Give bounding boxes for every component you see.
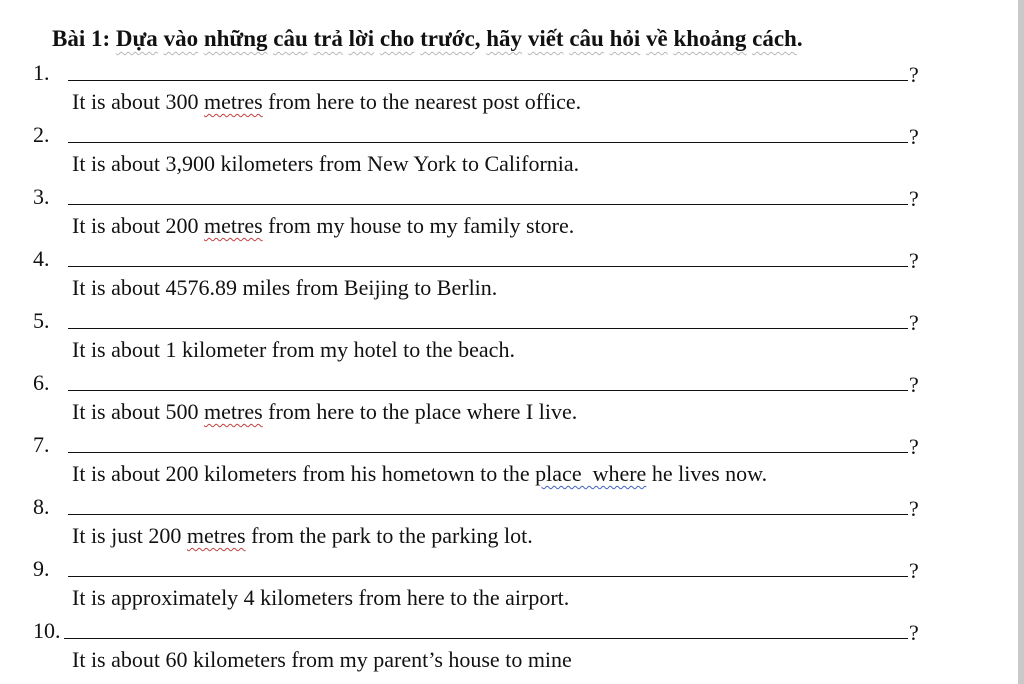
spellcheck-word: metres [186, 523, 246, 548]
sentence-text: It is about 4576.89 miles from Beijing to Berlin. [72, 275, 498, 300]
question-item [0, 369, 1024, 431]
title-word: về [646, 26, 668, 51]
question-mark: ? [909, 124, 919, 149]
title-separator: . [796, 26, 803, 51]
spellcheck-word: metres [204, 399, 263, 424]
question-mark: ? [909, 372, 919, 397]
sentence-text: from here to the place where I live. [262, 399, 578, 424]
question-item [0, 307, 1024, 369]
spellcheck-word: metres [204, 213, 263, 238]
title-word: viết [527, 26, 564, 51]
sentence-text: It is about 3,900 kilometers from New York to California. [72, 151, 580, 176]
answer-sentence [72, 273, 497, 303]
question-number: 5. [33, 308, 50, 333]
title-word: trả [313, 26, 343, 51]
sentence-text: from my house to my family store. [262, 213, 575, 238]
answer-blank-line[interactable] [68, 452, 908, 453]
title-word: hãy [486, 26, 523, 51]
question-item [0, 59, 1024, 121]
exercise-title [52, 24, 803, 54]
title-word: hỏi [609, 26, 641, 51]
answer-sentence [72, 211, 574, 241]
sentence-text: It is about 60 kilometers from my parent’s house to mine [72, 647, 572, 672]
answer-sentence [72, 87, 581, 117]
answer-blank-line[interactable] [68, 266, 908, 267]
answer-blank-line[interactable] [68, 514, 908, 515]
title-word: vào [163, 26, 199, 51]
question-number: 4. [33, 246, 50, 271]
answer-sentence [72, 335, 515, 365]
question-item [0, 431, 1024, 493]
sentence-text: from here to the nearest post office. [262, 89, 582, 114]
question-mark: ? [909, 62, 919, 87]
question-number: 10. [33, 618, 61, 643]
question-item [0, 555, 1024, 617]
answer-blank-line[interactable] [68, 142, 908, 143]
answer-sentence [72, 149, 579, 179]
title-word: trước [420, 26, 475, 51]
spellcheck-word: place where [535, 461, 647, 486]
answer-sentence [72, 459, 767, 489]
question-number: 2. [33, 122, 50, 147]
sentence-text: It is about 200 kilometers from his hometown to the [72, 461, 536, 486]
sentence-text: It is about 200 [72, 213, 204, 238]
answer-blank-line[interactable] [68, 328, 908, 329]
right-edge-border [1018, 0, 1024, 684]
spellcheck-word: metres [204, 89, 263, 114]
sentence-text: he lives now. [646, 461, 768, 486]
answer-blank-line[interactable] [68, 80, 908, 81]
answer-blank-line[interactable] [68, 576, 908, 577]
sentence-text: It is approximately 4 kilometers from here to the airport. [72, 585, 570, 610]
sentence-text: It is just 200 [72, 523, 187, 548]
title-word: lời [348, 26, 375, 51]
title-word: cho [379, 26, 415, 51]
sentence-text: from the park to the parking lot. [245, 523, 533, 548]
question-number: 3. [33, 184, 50, 209]
sentence-text: It is about 500 [72, 399, 204, 424]
question-mark: ? [909, 434, 919, 459]
answer-blank-line[interactable] [64, 638, 908, 639]
cut-off-next-line [40, 676, 560, 684]
question-number: 8. [33, 494, 50, 519]
question-item [0, 183, 1024, 245]
question-mark: ? [909, 248, 919, 273]
question-item [0, 617, 1024, 679]
title-word: khoảng [673, 26, 747, 51]
answer-sentence [72, 583, 569, 613]
answer-sentence [72, 397, 577, 427]
question-number: 6. [33, 370, 50, 395]
title-prefix: Bài 1: [52, 26, 116, 51]
answer-blank-line[interactable] [68, 204, 908, 205]
sentence-text: It is about 300 [72, 89, 204, 114]
question-mark: ? [909, 558, 919, 583]
question-mark: ? [909, 496, 919, 521]
title-word: cách [752, 26, 797, 51]
title-word: câu [569, 26, 604, 51]
answer-blank-line[interactable] [68, 390, 908, 391]
question-number: 9. [33, 556, 50, 581]
question-number: 7. [33, 432, 50, 457]
question-mark: ? [909, 620, 919, 645]
question-mark: ? [909, 310, 919, 335]
sentence-text: It is about 1 kilometer from my hotel to the beach. [72, 337, 515, 362]
title-word: những [203, 26, 268, 51]
question-mark: ? [909, 186, 919, 211]
question-number: 1. [33, 60, 50, 85]
question-item [0, 493, 1024, 555]
title-separator: , [474, 26, 487, 51]
question-item [0, 121, 1024, 183]
answer-sentence [72, 645, 572, 675]
title-word: câu [273, 26, 308, 51]
question-item [0, 245, 1024, 307]
title-word: Dựa [115, 26, 158, 51]
answer-sentence [72, 521, 533, 551]
